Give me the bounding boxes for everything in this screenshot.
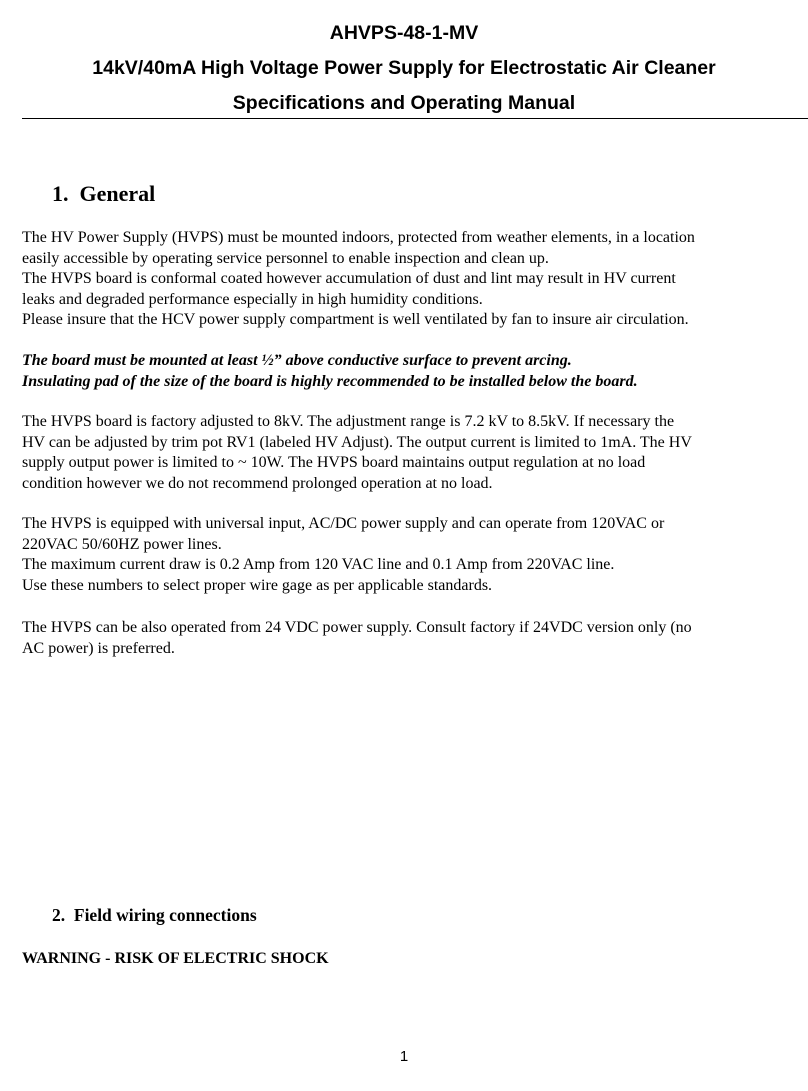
text-line: leaks and degraded performance especially in high humidity conditions.: [22, 290, 483, 308]
text-line: condition however we do not recommend prolonged operation at no load.: [22, 474, 493, 492]
general-paragraph-4: [22, 618, 792, 659]
header-product-title: 14kV/40mA High Voltage Power Supply for Electrostatic Air Cleaner: [92, 57, 716, 79]
text-line: 220VAC 50/60HZ power lines.: [22, 535, 222, 553]
section-1-title: General: [79, 181, 156, 206]
text-line: The maximum current draw is 0.2 Amp from 120 VAC line and 0.1 Amp from 220VAC line.: [22, 556, 615, 573]
electric-shock-warning: WARNING - RISK OF ELECTRIC SHOCK: [22, 950, 329, 967]
general-paragraph-1: [22, 228, 792, 331]
text-line: Insulating pad of the size of the board is highly recommended to be installed below the board.: [22, 372, 638, 390]
general-paragraph-2: [22, 412, 792, 494]
section-2-heading: [52, 905, 257, 926]
section-2-number: 2.: [52, 905, 66, 925]
text-line: AC power) is preferred.: [22, 639, 175, 657]
text-line: Please insure that the HCV power supply compartment is well ventilated by fan to insure air circulation.: [22, 311, 689, 328]
text-line: The HVPS can be also operated from 24 VDC power supply. Consult factory if 24VDC version only (no: [22, 619, 692, 636]
page-number: 1: [399, 1048, 409, 1065]
document-header: [22, 16, 808, 121]
text-line: Use these numbers to select proper wire gage as per applicable standards.: [22, 576, 493, 594]
text-line: HV can be adjusted by trim pot RV1 (labeled HV Adjust). The output current is limited to 1mA. The HV: [22, 433, 692, 451]
mounting-warning-paragraph: [22, 351, 792, 392]
text-line: The HVPS board is factory adjusted to 8kV. The adjustment range is 7.2 kV to 8.5kV. If necessary the: [22, 413, 675, 430]
general-paragraph-3: [22, 514, 792, 596]
section-2-title: Field wiring connections: [73, 905, 257, 925]
header-model: AHVPS-48-1-MV: [329, 22, 479, 44]
text-line: The HVPS is equipped with universal input, AC/DC power supply and can operate from 120VAC or: [22, 515, 665, 532]
header-manual-title: Specifications and Operating Manual: [232, 92, 576, 114]
section-1-number: 1.: [52, 181, 69, 206]
text-line: supply output power is limited to ~ 10W. The HVPS board maintains output regulation at no load: [22, 454, 646, 471]
text-line: The board must be mounted at least ½” above conductive surface to prevent arcing.: [22, 352, 572, 369]
text-line: The HV Power Supply (HVPS) must be mounted indoors, protected from weather elements, in a location: [22, 229, 695, 246]
text-line: easily accessible by operating service personnel to enable inspection and clean up.: [22, 249, 549, 267]
text-line: The HVPS board is conformal coated however accumulation of dust and lint may result in HV current: [22, 270, 676, 287]
header-divider: [22, 118, 808, 119]
section-1-heading: [52, 181, 155, 207]
